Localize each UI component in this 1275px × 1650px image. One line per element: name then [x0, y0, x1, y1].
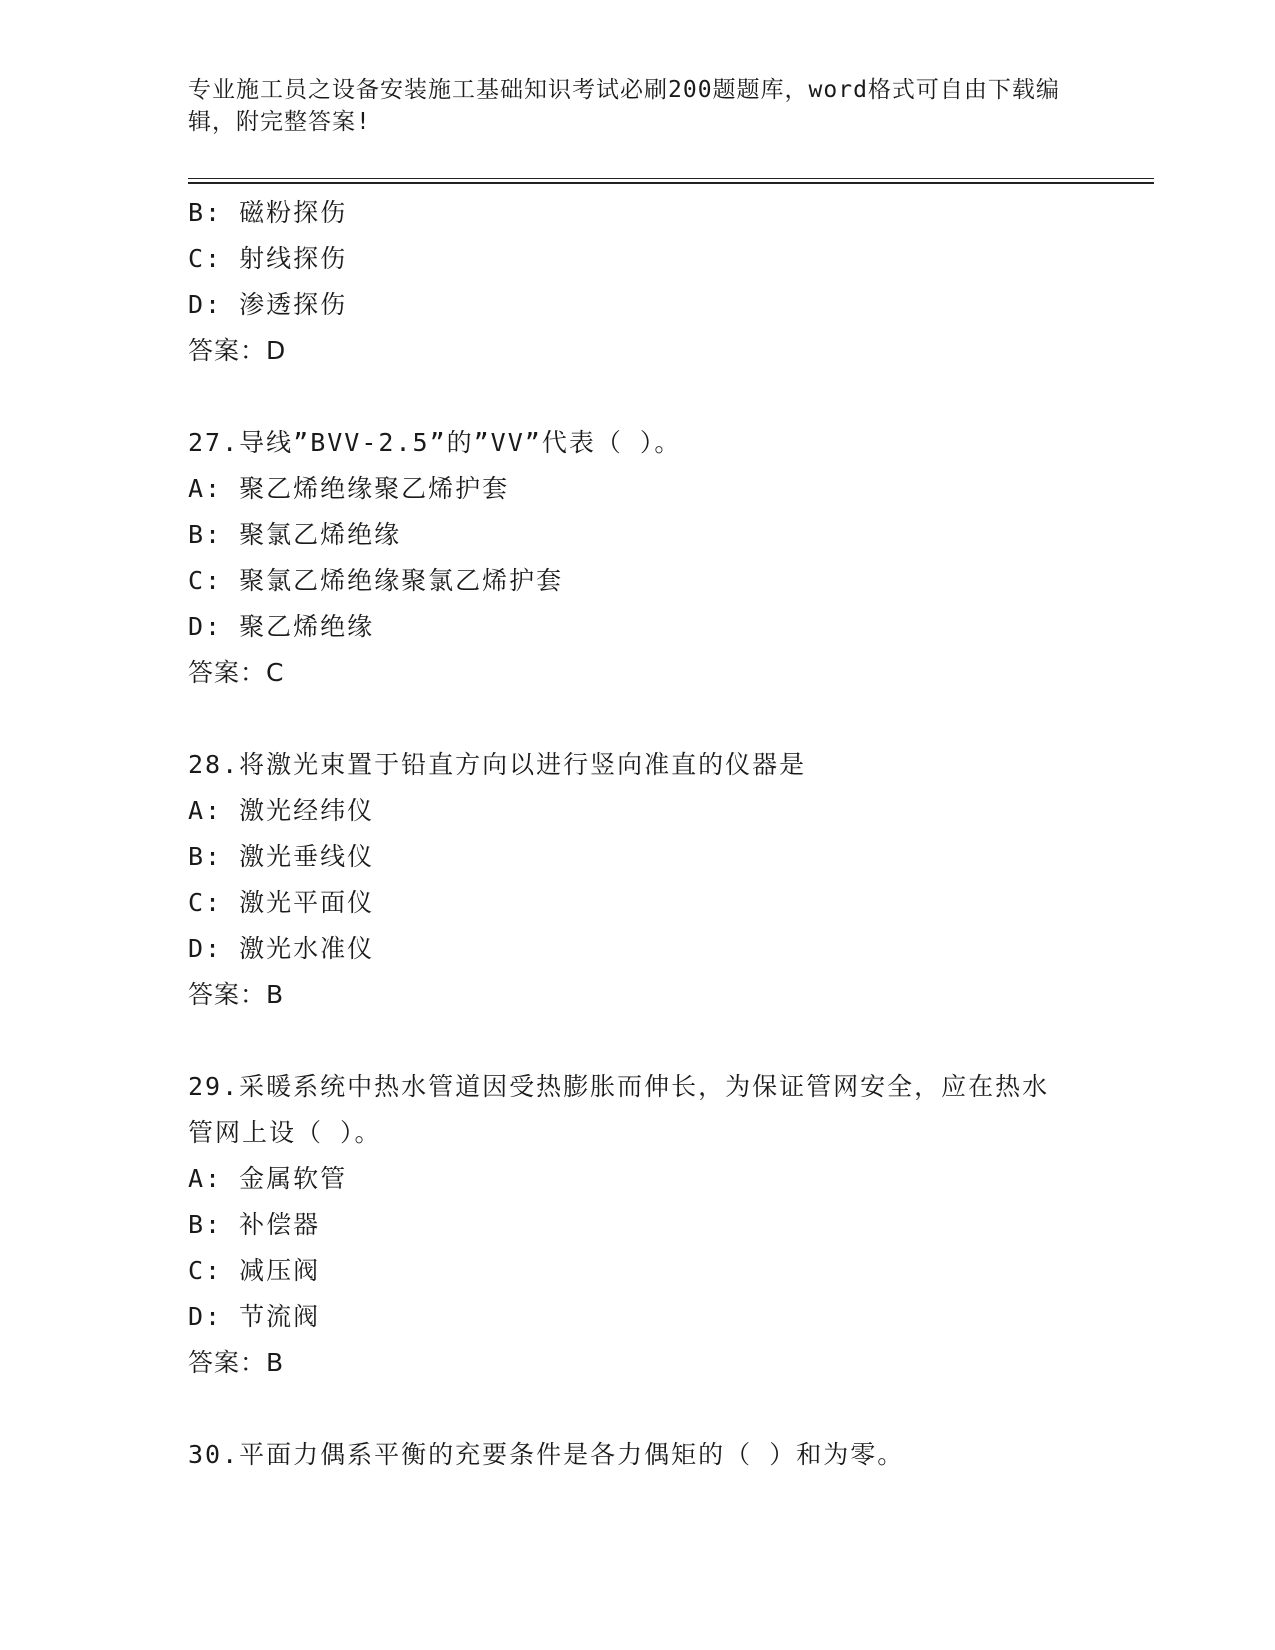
option-b: B: 补偿器: [188, 1210, 321, 1239]
question-28: [188, 742, 1088, 1018]
option-a: A: 激光经纬仪: [188, 796, 375, 825]
spacer: [188, 696, 1088, 742]
answer-line: 答案：D: [188, 336, 287, 365]
option-c: C: 射线探伤: [188, 244, 348, 273]
header-divider-thin: [188, 178, 1154, 179]
answer-line: 答案：B: [188, 980, 285, 1009]
header-title: 专业施工员之设备安装施工基础知识考试必刷200题题库，word格式可自由下载编辑，附完整答案!: [188, 77, 1060, 135]
document-header: [188, 74, 1088, 138]
spacer: [188, 374, 1088, 420]
option-a: A: 金属软管: [188, 1164, 348, 1193]
option-b: B: 磁粉探伤: [188, 198, 348, 227]
option-c: C: 聚氯乙烯绝缘聚氯乙烯护套: [188, 566, 564, 595]
question-text: 27.导线”BVV-2.5”的”VV”代表（ ）。: [188, 428, 682, 457]
option-d: D: 渗透探伤: [188, 290, 348, 319]
option-c: C: 激光平面仪: [188, 888, 375, 917]
question-26-continued: [188, 190, 1088, 374]
option-a: A: 聚乙烯绝缘聚乙烯护套: [188, 474, 510, 503]
answer-line: 答案：C: [188, 658, 285, 687]
header-divider-thick: [188, 182, 1154, 184]
answer-line: 答案：B: [188, 1348, 285, 1377]
question-29: [188, 1064, 1088, 1386]
question-text: 30.平面力偶系平衡的充要条件是各力偶矩的（ ）和为零。: [188, 1440, 905, 1469]
option-b: B: 聚氯乙烯绝缘: [188, 520, 402, 549]
document-body: [188, 190, 1088, 1478]
question-27: [188, 420, 1088, 696]
option-b: B: 激光垂线仪: [188, 842, 375, 871]
option-d: D: 节流阀: [188, 1302, 321, 1331]
option-d: D: 聚乙烯绝缘: [188, 612, 375, 641]
option-c: C: 减压阀: [188, 1256, 321, 1285]
option-d: D: 激光水准仪: [188, 934, 375, 963]
question-30: [188, 1432, 1088, 1478]
spacer: [188, 1386, 1088, 1432]
question-text: 28.将激光束置于铅直方向以进行竖向准直的仪器是: [188, 750, 807, 779]
spacer: [188, 1018, 1088, 1064]
question-text: 29.采暖系统中热水管道因受热膨胀而伸长，为保证管网安全，应在热水管网上设（ ）。: [188, 1072, 1050, 1147]
